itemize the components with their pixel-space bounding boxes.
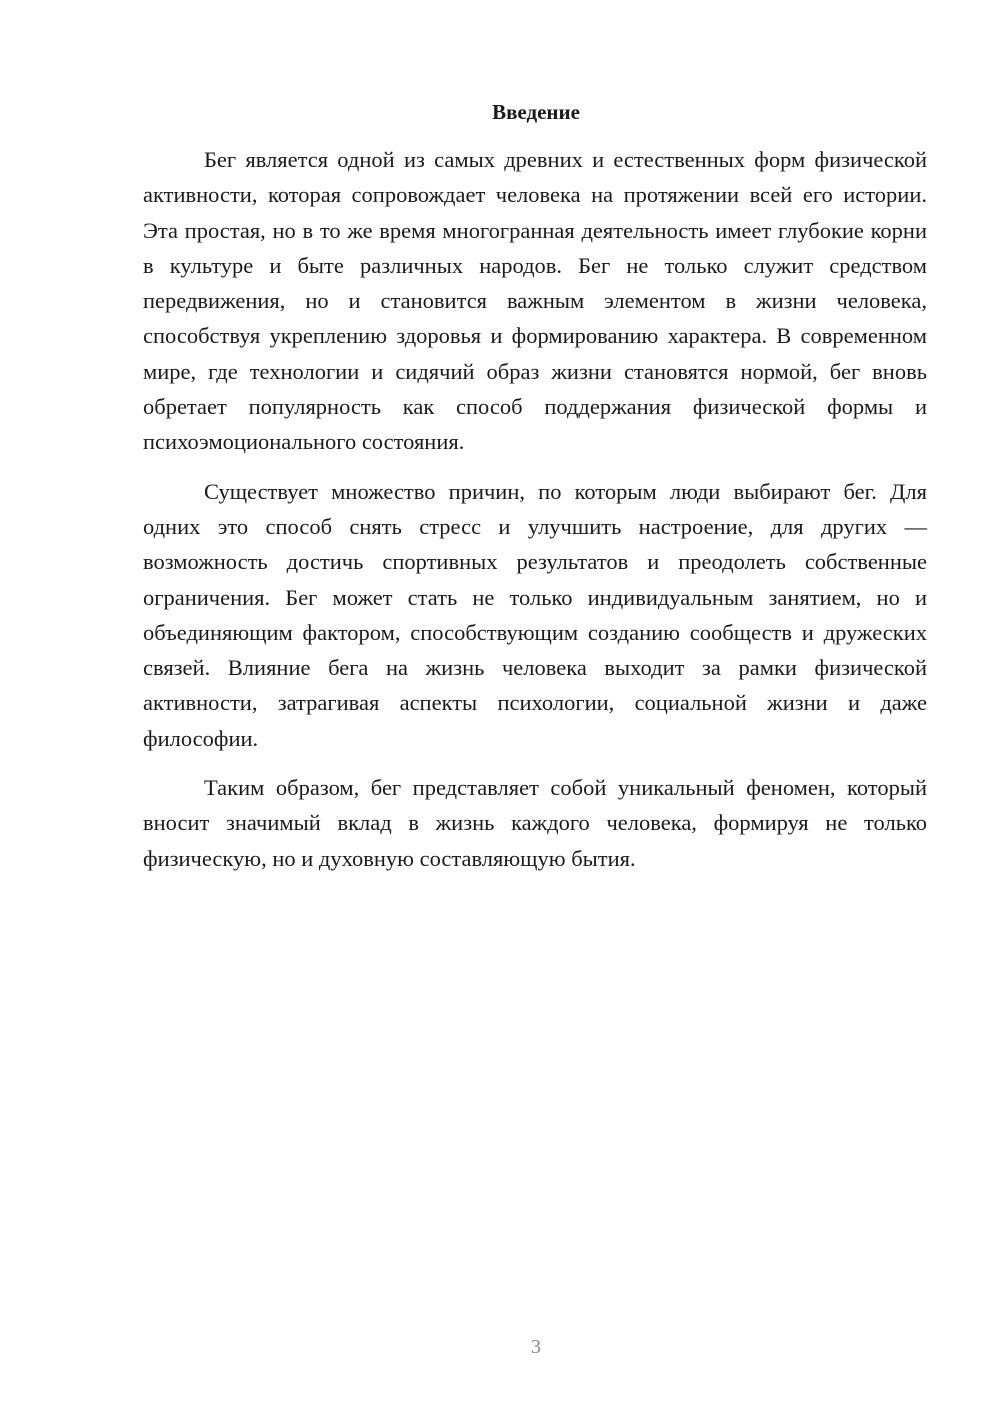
paragraph-1: Бег является одной из самых древних и естественных форм физической активности, которая сопровождает человека на протяжении всей его истории. Эта простая, но в то же время многогранная деятельность имеет глубокие корни в культуре и быте различных народов. Бег не только служит средством передвижения, но и становится важным элементом в жизни человека, способствуя укреплению здоровья и формированию характера. В современном мире, где технологии и сидячий образ жизни становятся нормой, бег вновь обретает популярность как способ поддержания физической формы и психоэмоционального состояния. xyxy=(143,147,927,455)
section-title: Введение xyxy=(492,100,580,124)
paragraph-3: Таким образом, бег представляет собой уникальный феномен, который вносит значимый вклад в жизнь каждого человека, формируя не только физическую, но и духовную составляющую бытия. xyxy=(143,775,927,871)
paragraph-2: Существует множество причин, по которым люди выбирают бег. Для одних это способ снять стресс и улучшить настроение, для других — возможность достичь спортивных результатов и преодолеть собственные ограничения. Бег может стать не только индивидуальным занятием, но и объединяющим фактором, способствующим созданию сообществ и дружеских связей. Влияние бега на жизнь человека выходит за рамки физической активности, затрагивая аспекты психологии, социальной жизни и даже философии. xyxy=(143,478,927,751)
body-text xyxy=(143,142,927,890)
page-number: 3 xyxy=(531,1336,541,1358)
